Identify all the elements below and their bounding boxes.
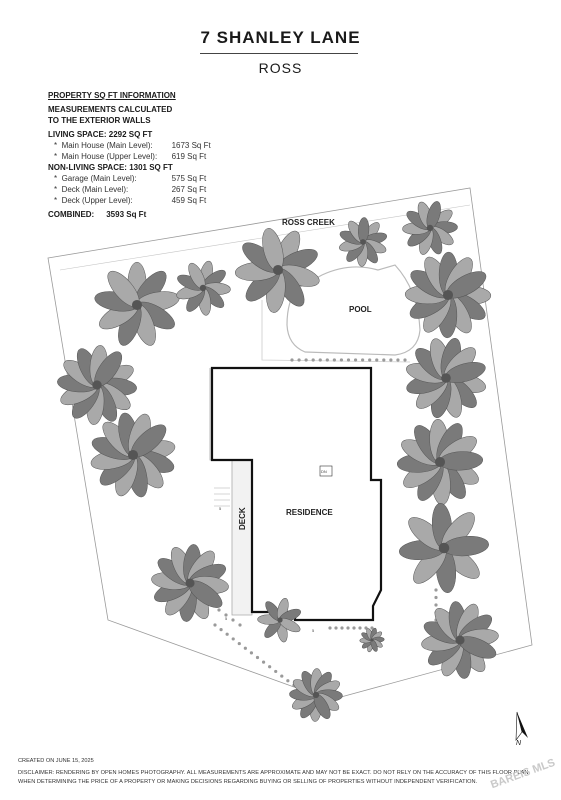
tree-icon [397,419,484,506]
pool-label: POOL [349,305,372,314]
mls-watermark: BAREIS MLS [489,756,558,792]
tree-icon [235,226,322,313]
residence-label: RESIDENCE [286,508,333,517]
nonliving-item: * Deck (Upper Level): 459 Sq Ft [54,196,207,205]
measure-note-line1: MEASUREMENTS CALCULATED [48,105,173,114]
tree-icon [404,336,487,419]
ross-creek-label: ROSS CREEK [282,218,335,227]
tree-icon [398,502,489,593]
deck-label: DECK [238,507,247,530]
sqft-info-heading: PROPERTY SQ FT INFORMATION [48,91,176,100]
step-mark: 5 [312,628,315,633]
north-arrow [516,712,528,747]
deck-stairs [214,488,230,506]
stair-mark: DN [321,469,327,474]
tree-icon [289,668,342,721]
step-mark: 5 [219,506,222,511]
north-label: N [516,740,522,747]
disclaimer-line1: DISCLAIMER: RENDERING BY OPEN HOMES PHOTOGRAPHY. ALL MEASUREMENTS ARE APPROXIMATE AND MAY NOT BE EXACT. DO NOT RELY ON THE ACCURACY OF THIS FLOOR PLAN [18,770,529,776]
created-date: CREATED ON JUNE 15, 2025 [18,758,94,764]
living-item: * Main House (Main Level): 1673 Sq Ft [54,141,211,150]
living-space-label: LIVING SPACE: 2292 SQ FT [48,130,153,139]
nonliving-space-label: NON-LIVING SPACE: 1301 SQ FT [48,163,173,172]
tree-icon [405,252,491,338]
measure-note-line2: TO THE EXTERIOR WALLS [48,116,151,125]
page-title: 7 SHANLEY LANE [200,28,361,47]
tree-icon [93,262,181,348]
combined-total: COMBINED: 3593 Sq Ft [48,210,147,219]
tree-icon [175,260,231,316]
footer [18,757,548,787]
tree-icon [89,411,177,499]
page-subtitle: ROSS [258,60,303,76]
living-item: * Main House (Upper Level): 619 Sq Ft [54,152,207,161]
tree-icon [360,627,385,652]
north-arrow-icon [517,712,528,738]
nonliving-item: * Deck (Main Level): 267 Sq Ft [54,185,207,194]
step-mark: 5 [225,616,228,621]
tree-icon [421,601,500,680]
disclaimer-line2: WHEN DETERMINING THE PRICE OF A PROPERTY OR MAKING DECISIONS REGARDING BUYING OR SELLING OF PROPERTIES WITHOUT INDEPENDENT VERIFICATION. [18,779,478,785]
nonliving-item: * Garage (Main Level): 575 Sq Ft [54,174,207,183]
